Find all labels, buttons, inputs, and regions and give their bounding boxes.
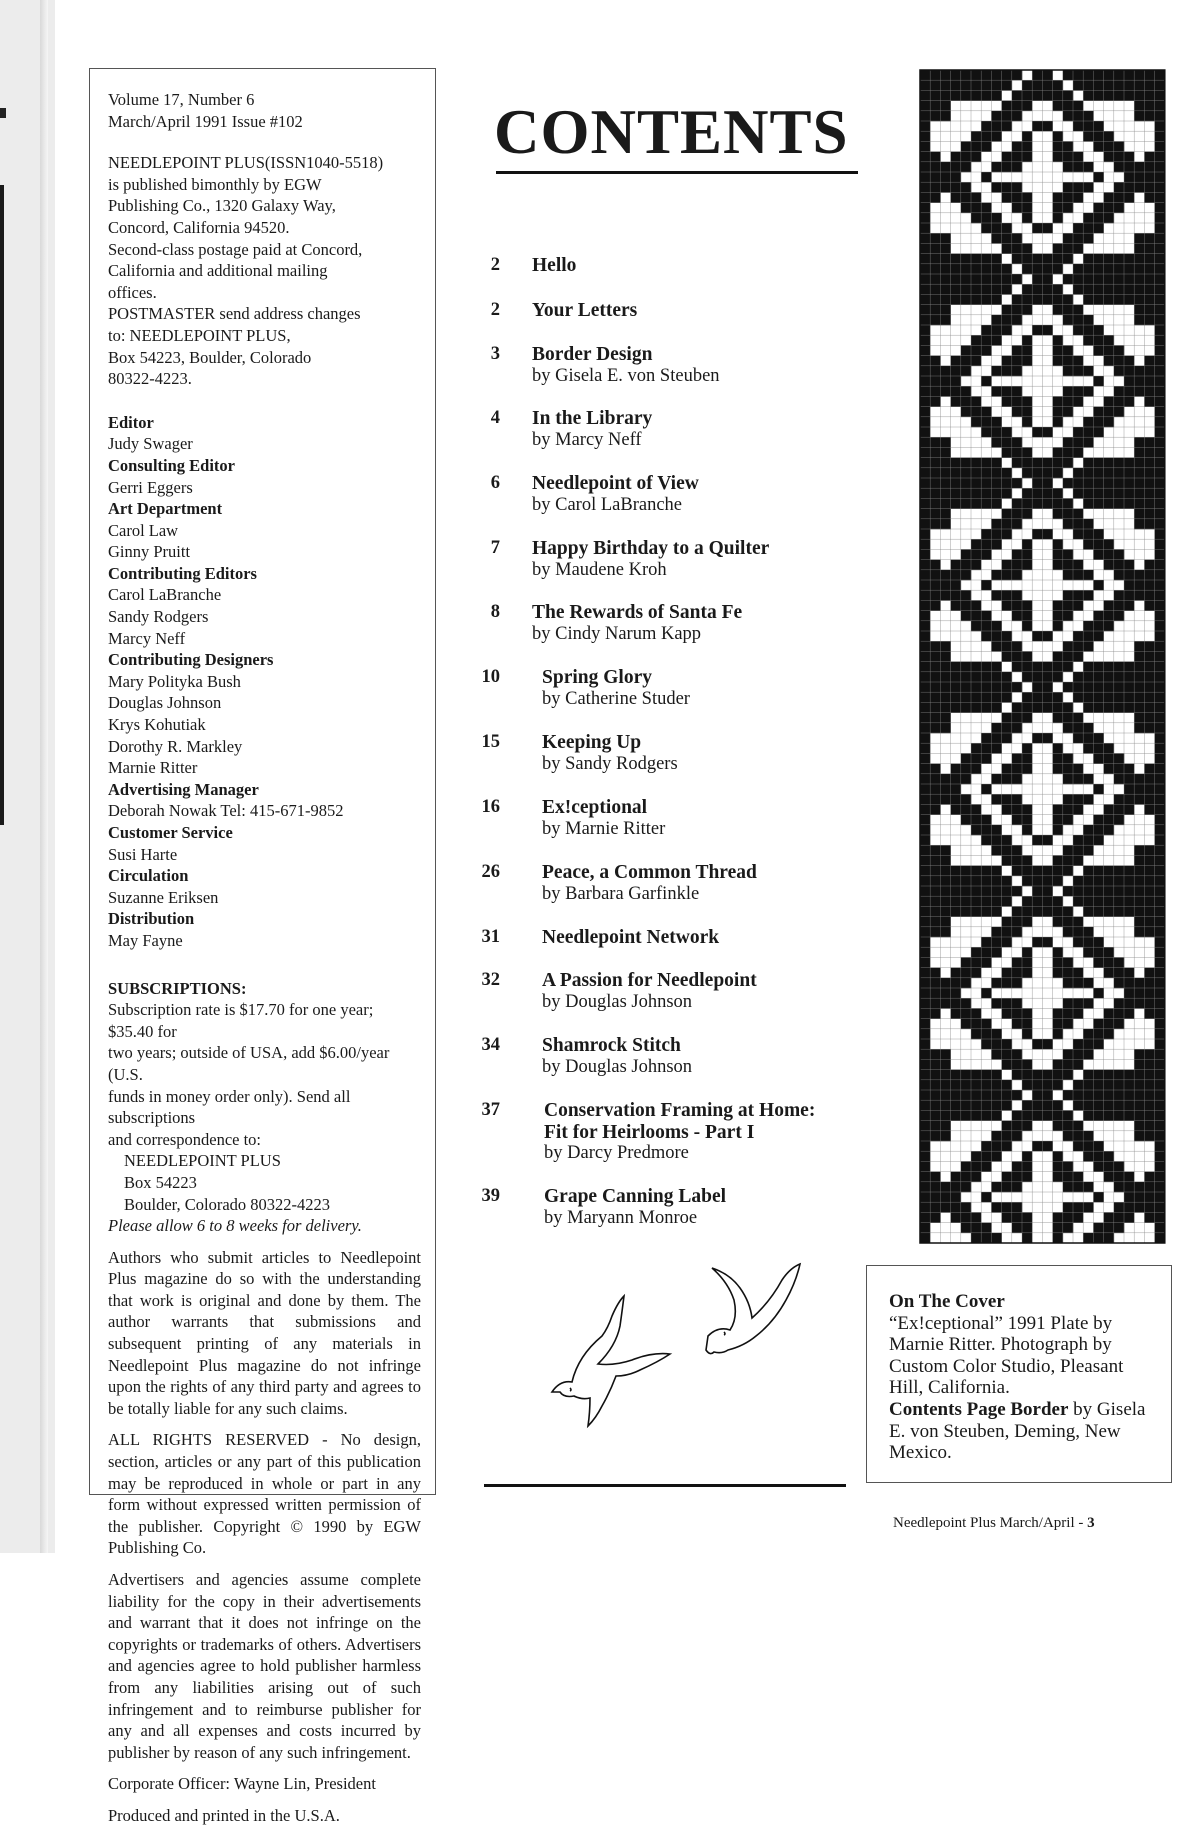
toc-byline: by Douglas Johnson [542, 1056, 693, 1077]
toc-page-number: 15 [481, 732, 500, 752]
needlepoint-border-pattern [917, 70, 1167, 1250]
left-dove-icon [552, 1296, 670, 1426]
toc-page-number: 34 [481, 1035, 500, 1055]
toc-title: Happy Birthday to a Quilter [532, 538, 770, 559]
toc-page-number: 39 [481, 1186, 500, 1206]
staff-name: Suzanne Eriksen [108, 887, 219, 907]
publisher-line: POSTMASTER send address changes [108, 304, 361, 324]
address-line: Box 54223 [124, 1172, 197, 1192]
staff-name: Krys Kohutiak [108, 715, 206, 735]
page-footer [893, 1515, 1095, 1532]
masthead-box [89, 68, 436, 1825]
subscriptions-line: and correspondence to: [108, 1129, 262, 1149]
subscriptions-line: two years; outside of USA, add $6.00/year (U.S. [108, 1043, 390, 1084]
staff-role: Advertising Manager [108, 779, 259, 799]
right-dove-icon [706, 1264, 800, 1354]
toc-page-number: 26 [481, 862, 500, 882]
toc-title: Spring Glory [542, 667, 652, 688]
page-number: 3 [1087, 1515, 1095, 1531]
publisher-line: offices. [108, 282, 157, 302]
cover-heading: On The Cover [889, 1291, 1005, 1312]
staff-role: Art Department [108, 499, 223, 519]
staff-name: Susi Harte [108, 844, 178, 864]
staff-name: May Fayne [108, 930, 183, 950]
toc-page-number: 37 [481, 1100, 500, 1120]
corporate-officer: Corporate Officer: Wayne Lin, President [108, 1774, 376, 1794]
staff-role: Editor [108, 412, 154, 432]
page-edge [0, 0, 55, 1553]
staff-name: Gerri Eggers [108, 477, 193, 497]
subscriptions-body [108, 999, 421, 1150]
address-line: Boulder, Colorado 80322-4223 [124, 1194, 331, 1214]
toc-title: A Passion for Needlepoint [542, 970, 757, 991]
toc-byline: by Sandy Rodgers [542, 753, 678, 774]
toc-title: Peace, a Common Thread [542, 862, 757, 883]
issue-line: March/April 1991 Issue #102 [108, 111, 303, 131]
staff-name: Dorothy R. Markley [108, 736, 243, 756]
publisher-line: California and additional mailing [108, 261, 328, 281]
rights-notice: ALL RIGHTS RESERVED - No design, section, articles or any part of this publication may be reproduced in whole or part in any form without expressed written permission of the publisher. Copyright © 1990 by EGW Publishing Co. [108, 1430, 421, 1558]
toc-title: Shamrock Stitch [542, 1035, 681, 1056]
title-rule [496, 171, 858, 174]
publisher-line: to: NEEDLEPOINT PLUS, [108, 325, 291, 345]
cover-text: “Ex!ceptional” 1991 Plate by Marnie Ritter. Photograph by Custom Color Studio, Pleasant Hill, California. [889, 1312, 1124, 1399]
toc-title: Border Design [532, 344, 653, 365]
toc-page-number: 6 [490, 473, 500, 493]
toc-title: In the Library [532, 408, 653, 429]
staff-name: Carol LaBranche [108, 585, 222, 605]
volume-line: Volume 17, Number 6 [108, 90, 255, 109]
staff-role: Circulation [108, 866, 189, 886]
advertisers-notice: Advertisers and agencies assume complete liability for the copy in their advertisements and warrant that it does not infringe on the copyrights or trademarks of others. Advertisers and agencies agree to hold publisher harmless from any liabilities arising out of such infringement and to reimburse publisher for any and all expenses and costs incurred by publisher by reason of any such infringement. [108, 1570, 421, 1762]
publisher-line: Publishing Co., 1320 Galaxy Way, [108, 196, 336, 216]
toc-title: Your Letters [532, 300, 638, 321]
staff-role: Customer Service [108, 823, 233, 842]
toc-page-number: 8 [490, 602, 500, 622]
subscriptions-heading: SUBSCRIPTIONS: [108, 978, 247, 998]
publisher-line: NEEDLEPOINT PLUS(ISSN1040-5518) [108, 153, 384, 173]
toc-byline: by Maryann Monroe [544, 1207, 698, 1228]
staff-name: Judy Swager [108, 434, 193, 454]
toc-page-number: 2 [490, 300, 500, 320]
page-fold [40, 0, 48, 1553]
subscriptions-line: funds in money order only). Send all subscriptions [108, 1086, 351, 1128]
staff-name: Marcy Neff [108, 628, 186, 648]
staff-list [108, 412, 421, 952]
staff-name: Ginny Pruitt [108, 542, 191, 562]
toc-page-number: 16 [481, 797, 500, 817]
toc-page-number: 7 [490, 538, 500, 558]
toc-byline: by Maudene Kroh [532, 559, 667, 580]
staff-name: Mary Polityka Bush [108, 671, 241, 691]
contents-title: CONTENTS [494, 97, 849, 167]
border-credit-text: by Gisela E. von Steuben, Deming, New Mexico. [889, 1398, 1146, 1464]
toc-page-number: 3 [490, 344, 500, 364]
staff-role: Distribution [108, 909, 195, 929]
publisher-line: Concord, California 94520. [108, 217, 290, 237]
toc-title: Needlepoint of View [532, 473, 699, 494]
toc-page-number: 32 [481, 970, 500, 990]
dove-illustration [540, 1262, 870, 1432]
edge-bar [0, 185, 4, 825]
toc-byline: by Barbara Garfinkle [542, 883, 700, 904]
subscriptions-address [108, 1150, 421, 1215]
toc-byline: by Carol LaBranche [532, 494, 682, 515]
toc-byline: by Darcy Predmore [544, 1143, 689, 1164]
publisher-line: Second-class postage paid at Concord, [108, 239, 363, 259]
subscriptions-note: Please allow 6 to 8 weeks for delivery. [108, 1216, 362, 1236]
chart-grid [920, 70, 1165, 1243]
toc-page-number: 2 [490, 255, 500, 275]
edge-mark [0, 108, 6, 118]
printed-notice: Produced and printed in the U.S.A. [108, 1805, 340, 1825]
staff-name: Douglas Johnson [108, 693, 222, 713]
toc-title: Grape Canning Label [544, 1186, 727, 1207]
toc-page-number: 10 [481, 667, 500, 687]
toc-title: Keeping Up [542, 732, 642, 753]
toc-byline: by Gisela E. von Steuben [532, 365, 720, 386]
address-line: NEEDLEPOINT PLUS [124, 1151, 281, 1171]
publisher-line: Box 54223, Boulder, Colorado [108, 347, 312, 367]
staff-name: Deborah Nowak Tel: 415-671-9852 [108, 801, 344, 821]
staff-name: Sandy Rodgers [108, 607, 209, 627]
toc-page-number: 31 [481, 927, 500, 947]
staff-role: Consulting Editor [108, 455, 235, 475]
publisher-line: 80322-4223. [108, 369, 192, 389]
toc-title: The Rewards of Santa Fe [532, 602, 743, 623]
toc-byline: by Douglas Johnson [542, 991, 693, 1012]
toc-title: Ex!ceptional [542, 797, 648, 818]
toc-title: Conservation Framing at Home: [544, 1100, 816, 1121]
authors-notice: Authors who submit articles to Needlepoint Plus magazine do so with the understanding that work is original and done by them. The author warrants that submissions and subsequent printing of any materials in Needlepoint Plus magazine do not infringe upon the rights of any third party and agrees to be totally liable for any such claims. [108, 1247, 421, 1418]
toc-byline: by Catherine Studer [542, 688, 690, 709]
cover-info-box [866, 1265, 1172, 1483]
toc-byline: by Marnie Ritter [542, 818, 666, 839]
footer-text: Needlepoint Plus March/April - [893, 1515, 1088, 1531]
border-credit-heading: Contents Page Border [889, 1398, 1069, 1420]
staff-name: Marnie Ritter [108, 758, 198, 778]
toc-title: Needlepoint Network [542, 927, 720, 948]
toc-byline: by Marcy Neff [532, 429, 642, 450]
subscriptions-line: Subscription rate is $17.70 for one year; $35.40 for [108, 1000, 374, 1041]
toc-title: Hello [532, 255, 577, 276]
staff-role: Contributing Designers [108, 650, 274, 670]
staff-name: Carol Law [108, 520, 179, 540]
staff-role: Contributing Editors [108, 563, 257, 583]
bottom-rule [484, 1484, 846, 1487]
toc-page-number: 4 [490, 408, 500, 428]
publisher-info [108, 152, 421, 390]
toc-title-line2: Fit for Heirlooms - Part I [544, 1121, 755, 1143]
toc-byline: by Cindy Narum Kapp [532, 623, 702, 644]
publisher-line: is published bimonthly by EGW [108, 174, 322, 194]
